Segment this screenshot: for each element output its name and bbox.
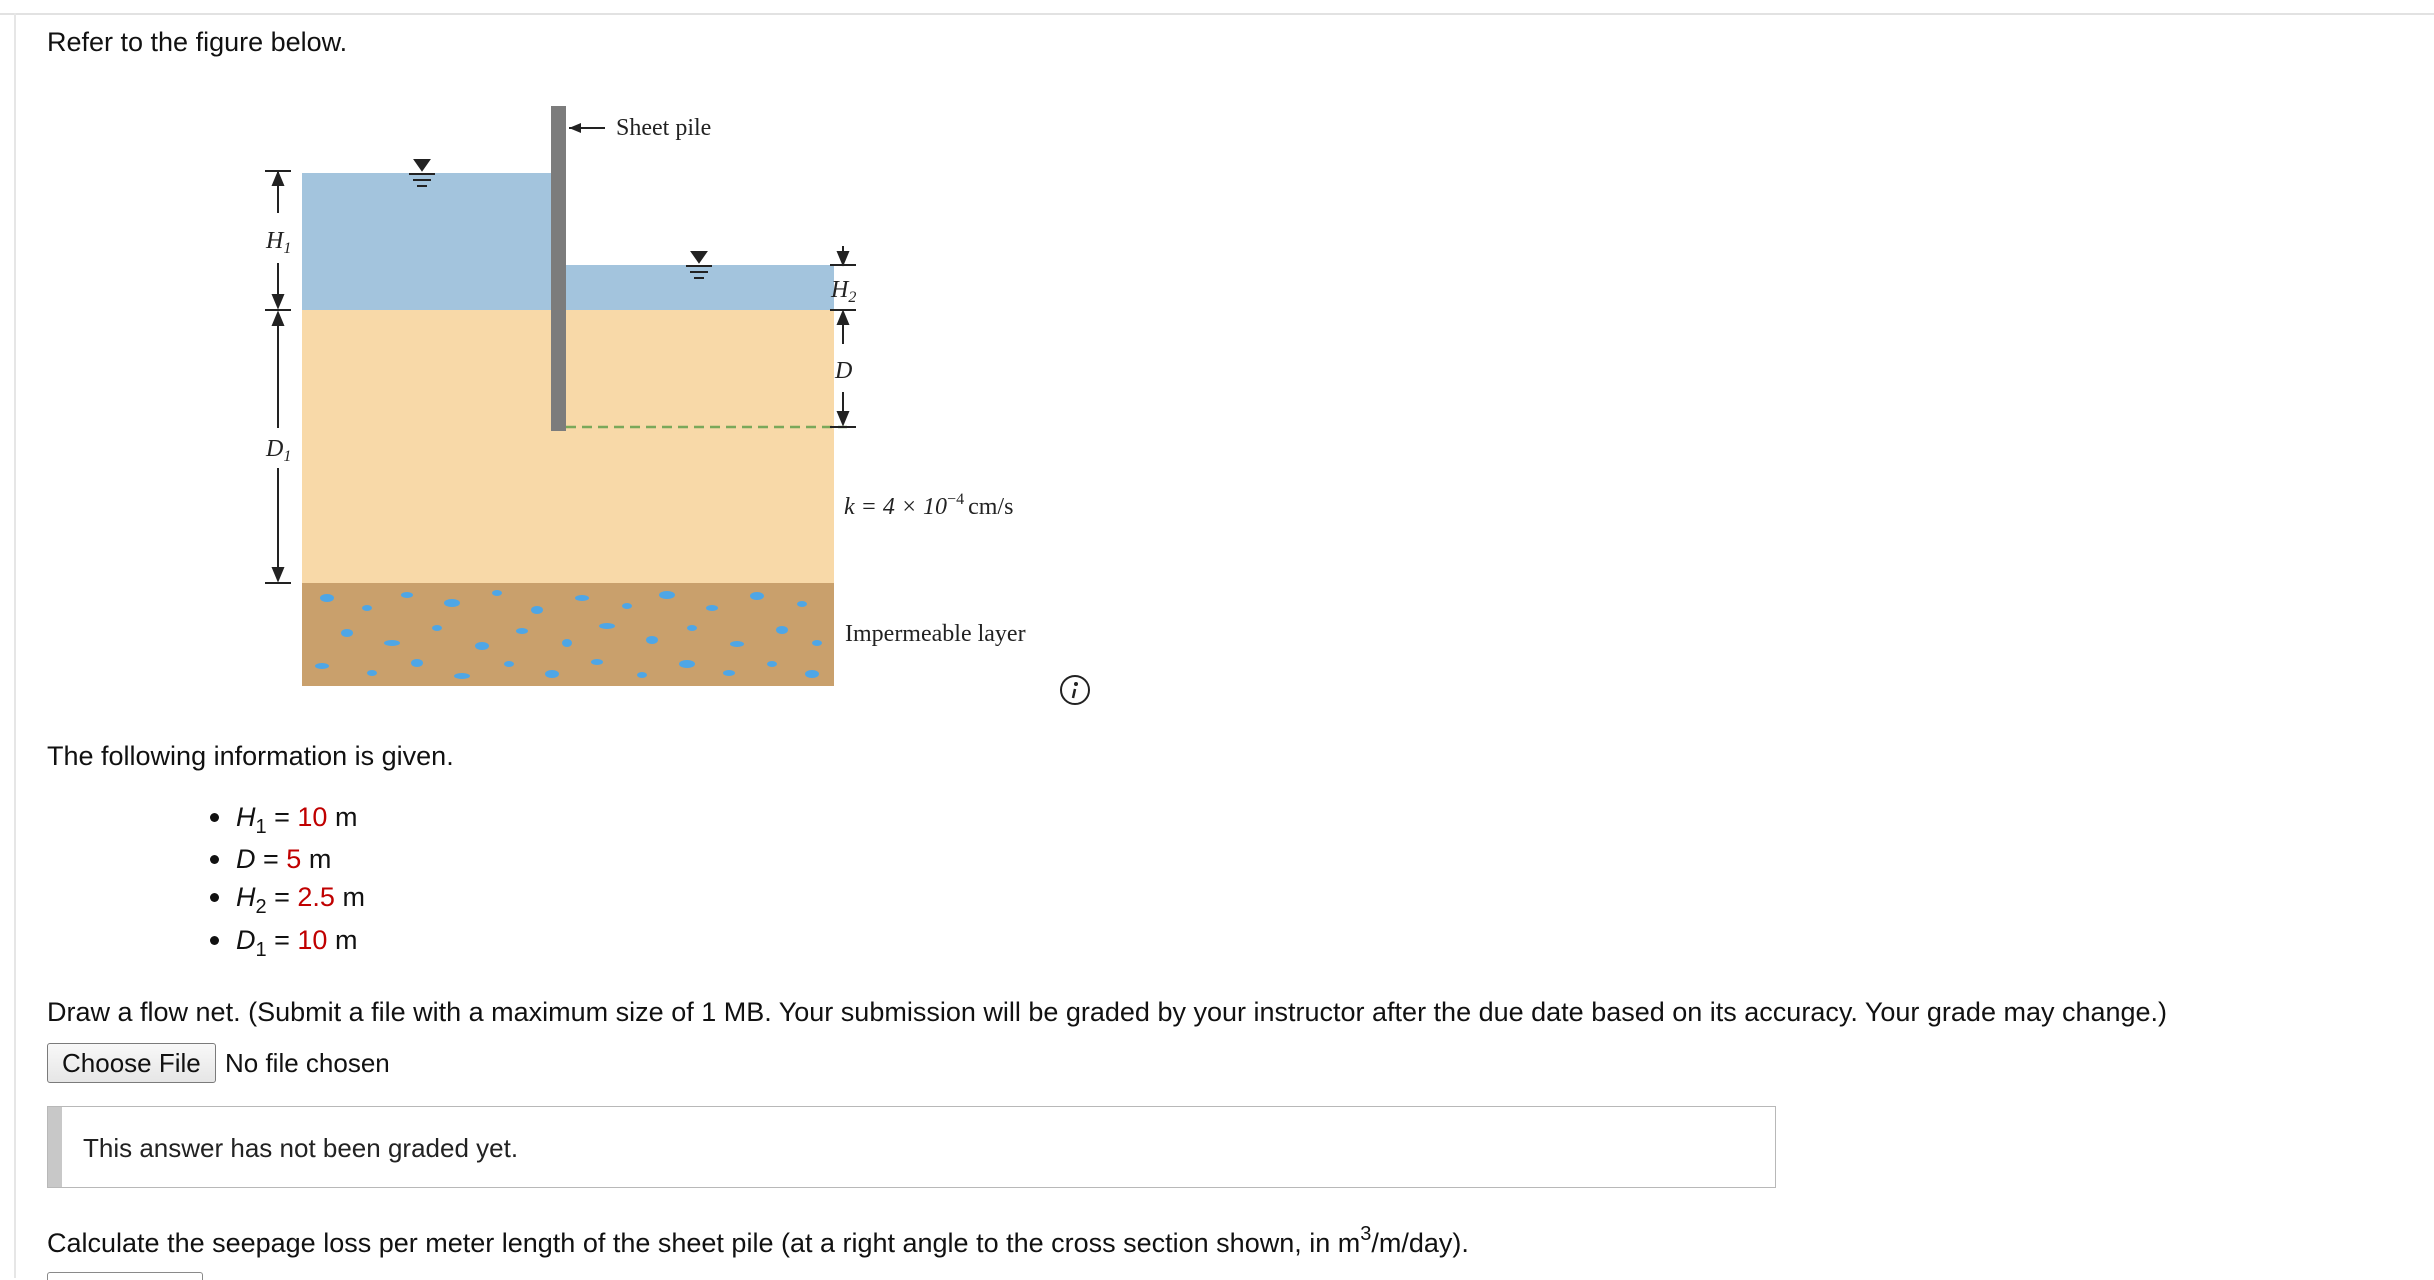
bullet-icon [210, 855, 219, 864]
intro-text: Refer to the figure below. [47, 27, 348, 57]
impermeable-layer-label: Impermeable layer [845, 621, 1026, 647]
grading-status-text: This answer has not been graded yet. [83, 1133, 519, 1163]
choose-file-button[interactable]: Choose File [47, 1043, 216, 1083]
bullet-icon [210, 813, 219, 822]
seepage-prompt: Calculate the seepage loss per meter length of the sheet pile (at a right angle to the cross section shown, in $m^3/m/day$). [47, 1223, 1469, 1258]
left-divider [14, 13, 16, 1278]
sheet-pile-label: Sheet pile [616, 115, 712, 141]
h1-label: $H_1$ [266, 228, 292, 257]
file-status: No file chosen [225, 1048, 390, 1078]
info-icon[interactable] [1061, 676, 1089, 704]
bullet-icon [210, 936, 219, 945]
grading-status-bar [48, 1107, 62, 1187]
soil-layer [302, 310, 834, 583]
h2-label: $H_2$ [831, 277, 857, 306]
answer-input[interactable] [47, 1272, 203, 1280]
sheet-pile-figure [247, 98, 1127, 718]
given-heading: The following information is given. [47, 741, 454, 771]
grading-status-box [47, 1106, 1776, 1188]
top-divider [0, 0, 2434, 15]
sheet-pile [551, 106, 566, 431]
permeability-label: $k = 4 \times 10^{-4}$ cm/s [844, 491, 1014, 520]
d1-label: $D_1$ [266, 436, 292, 465]
bullet-icon [210, 893, 219, 902]
flow-net-prompt: Draw a flow net. (Submit a file with a maximum size of 1 MB. Your submission will be graded by your instructor after the due date based on its accuracy. Your grade may change.) [47, 997, 2168, 1027]
d-label: D [835, 358, 853, 384]
upstream-water [302, 173, 553, 310]
